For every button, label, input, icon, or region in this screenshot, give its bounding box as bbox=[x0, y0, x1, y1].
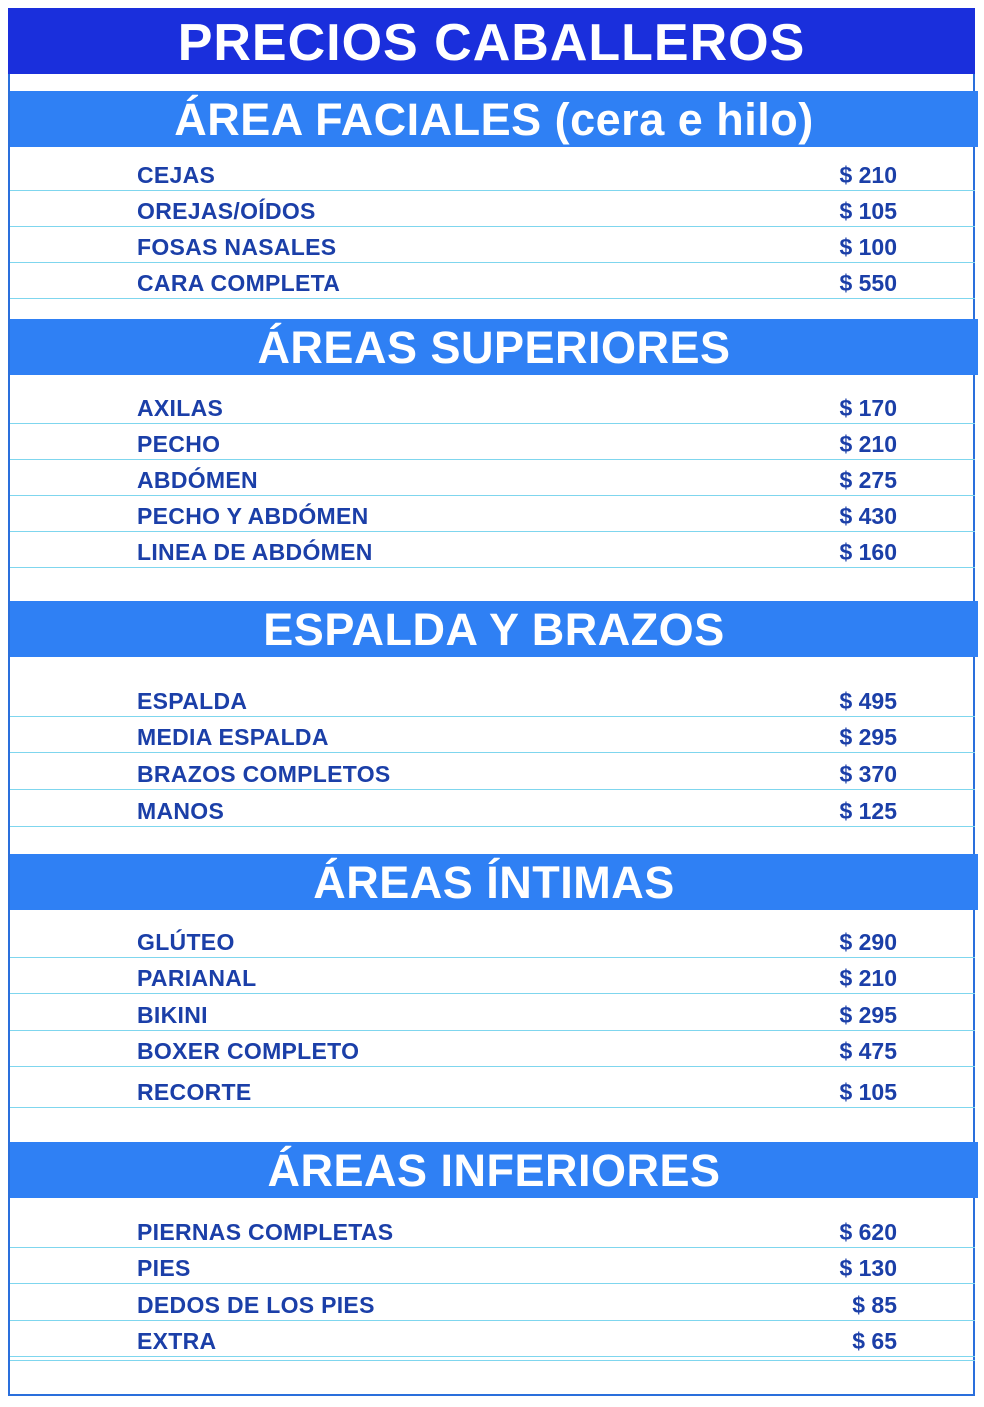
section-header-superiores: ÁREAS SUPERIORES bbox=[10, 319, 978, 375]
service-name: MANOS bbox=[137, 798, 225, 824]
service-name: PARIANAL bbox=[137, 965, 257, 991]
service-price: $ 295 bbox=[839, 1002, 897, 1028]
price-row bbox=[10, 995, 975, 1031]
service-price: $ 290 bbox=[839, 929, 897, 955]
price-row bbox=[10, 1321, 975, 1357]
service-price: $ 100 bbox=[839, 234, 897, 260]
service-name: BOXER COMPLETO bbox=[137, 1038, 360, 1064]
price-row bbox=[10, 532, 975, 568]
service-price: $ 475 bbox=[839, 1038, 897, 1064]
service-name: AXILAS bbox=[137, 395, 224, 421]
service-price: $ 495 bbox=[839, 688, 897, 714]
service-name: CEJAS bbox=[137, 162, 216, 188]
price-row bbox=[10, 791, 975, 827]
service-name: BRAZOS COMPLETOS bbox=[137, 761, 391, 787]
service-price: $ 170 bbox=[839, 395, 897, 421]
service-price: $ 210 bbox=[839, 431, 897, 457]
section-header-inferiores: ÁREAS INFERIORES bbox=[10, 1142, 978, 1198]
service-name: PECHO Y ABDÓMEN bbox=[137, 503, 369, 529]
divider bbox=[10, 1360, 975, 1361]
service-price: $ 295 bbox=[839, 724, 897, 750]
service-name: PIES bbox=[137, 1255, 191, 1281]
price-row bbox=[10, 424, 975, 460]
service-price: $ 275 bbox=[839, 467, 897, 493]
price-row bbox=[10, 227, 975, 263]
price-row bbox=[10, 388, 975, 424]
price-row bbox=[10, 1069, 975, 1108]
service-price: $ 105 bbox=[839, 1079, 897, 1105]
price-row bbox=[10, 155, 975, 191]
service-name: PIERNAS COMPLETAS bbox=[137, 1219, 394, 1245]
price-row bbox=[10, 263, 975, 299]
service-price: $ 620 bbox=[839, 1219, 897, 1245]
page-title: PRECIOS CABALLEROS bbox=[8, 8, 975, 74]
price-row bbox=[10, 1212, 975, 1248]
service-name: DEDOS DE LOS PIES bbox=[137, 1292, 375, 1318]
price-row bbox=[10, 922, 975, 958]
service-price: $ 130 bbox=[839, 1255, 897, 1281]
price-row bbox=[10, 1285, 975, 1321]
section-header-faciales: ÁREA FACIALES (cera e hilo) bbox=[10, 91, 978, 147]
price-row bbox=[10, 460, 975, 496]
service-price: $ 210 bbox=[839, 162, 897, 188]
section-header-intimas: ÁREAS ÍNTIMAS bbox=[10, 854, 978, 910]
price-row bbox=[10, 496, 975, 532]
price-row bbox=[10, 1248, 975, 1284]
service-price: $ 550 bbox=[839, 270, 897, 296]
service-price: $ 370 bbox=[839, 761, 897, 787]
service-price: $ 65 bbox=[852, 1328, 897, 1354]
service-name: ABDÓMEN bbox=[137, 467, 258, 493]
price-row bbox=[10, 958, 975, 994]
service-price: $ 125 bbox=[839, 798, 897, 824]
service-name: FOSAS NASALES bbox=[137, 234, 337, 260]
service-price: $ 160 bbox=[839, 539, 897, 565]
service-name: MEDIA ESPALDA bbox=[137, 724, 329, 750]
service-name: BIKINI bbox=[137, 1002, 208, 1028]
service-name: OREJAS/OÍDOS bbox=[137, 198, 316, 224]
service-price: $ 430 bbox=[839, 503, 897, 529]
service-name: PECHO bbox=[137, 431, 221, 457]
service-name: RECORTE bbox=[137, 1079, 252, 1105]
section-header-espalda: ESPALDA Y BRAZOS bbox=[10, 601, 978, 657]
service-name: EXTRA bbox=[137, 1328, 217, 1354]
price-row bbox=[10, 1031, 975, 1067]
price-row bbox=[10, 191, 975, 227]
price-row bbox=[10, 754, 975, 790]
service-price: $ 210 bbox=[839, 965, 897, 991]
service-name: ESPALDA bbox=[137, 688, 248, 714]
service-name: LINEA DE ABDÓMEN bbox=[137, 539, 373, 565]
price-row bbox=[10, 681, 975, 717]
service-price: $ 105 bbox=[839, 198, 897, 224]
service-price: $ 85 bbox=[852, 1292, 897, 1318]
service-name: CARA COMPLETA bbox=[137, 270, 341, 296]
service-name: GLÚTEO bbox=[137, 929, 235, 955]
price-row bbox=[10, 717, 975, 753]
